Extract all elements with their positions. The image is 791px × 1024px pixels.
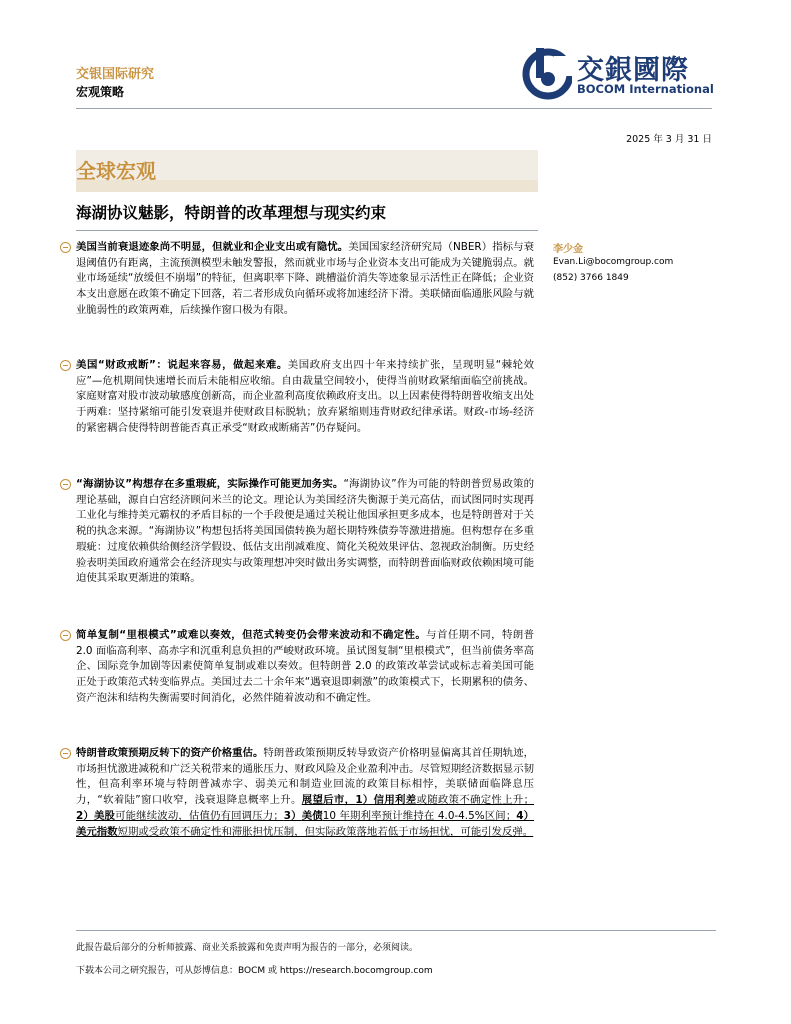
report-category: 全球宏观 <box>76 159 156 183</box>
paragraph-body: 美国政府支出四十年来持续扩张，呈现明显“棘轮效应”—危机期间快速增长而后未能相应收缩。自由裁量空间较小，使得当前财政紧缩面临空前挑战。家庭财富对股市波动敏感度创新高，而企业盈利高度依赖政府支出。以上因素使得特朗普收缩支出处于两难：坚持紧缩可能引发衰退并使财政目标脱轨；放弃紧缩则违背财政纪律承诺。财政-市场-经济的紧密耦合使得特朗普能否真正承受“财政戒断痛苦”仍存疑问。 <box>76 359 534 434</box>
bullet-icon <box>60 242 71 253</box>
footer-download-info: 下载本公司之研究报告，可从彭博信息：BOCM 或 https://research.bocomgroup.com <box>76 966 433 976</box>
outlook-text: 10 年期利率预计维持在 4.0-4.5%区间； <box>322 809 517 822</box>
bullet-icon <box>60 360 71 371</box>
outlook-index: 1） <box>355 794 374 807</box>
bullet-icon <box>60 479 71 490</box>
outlook-term: 美债 <box>301 809 323 822</box>
report-headline: 海湖协议魅影，特朗普的改革理想与现实约束 <box>76 204 387 222</box>
report-date: 2025 年 3 月 31 日 <box>626 134 712 145</box>
author-email[interactable]: Evan.Li@bocomgroup.com <box>553 257 674 267</box>
outlook-term: 美元指数 <box>76 825 118 838</box>
paragraph-body: 美国国家经济研究局（NBER）指标与衰退阈值仍有距离，主流预测模型未触发警报，然而就业市场与企业资本支出可能成为关键脆弱点。就业市场延续“放缓但不崩塌”的特征，但离职率下降、跳槽溢价消失等迹象显示活性正在降低；企业资本支出意愿在政策不确定下回落，若二者形成负向循环或将加速经济下滑。美联储面临通胀风险与就业脆弱性的政策两难，后续操作窗口极为有限。 <box>76 241 535 316</box>
author-name: 李少金 <box>553 244 583 255</box>
outlook-index: 2） <box>76 809 94 822</box>
paragraph-body: 特朗普政策预期反转导致资产价格明显偏离其首任期轨迹，市场担忧激进减税和广泛关税带来的通胀压力、财政风险及企业盈利冲击。尽管短期经济数据显示韧性，但高利率环境与特朗普减赤字、弱美元和制造业回流的政策目标相悖，美联储面临降息压力，“软着陆”窗口收窄，浅衰退降息概率上升。 <box>76 747 535 807</box>
summary-paragraph-3 <box>76 477 534 587</box>
outlook-text: 可能继续波动，估值仍有回调压力； <box>115 809 284 822</box>
header-divider <box>76 108 712 109</box>
research-org: 交银国际研究 <box>76 67 155 82</box>
logo-text-en: BOCOM International <box>577 82 714 96</box>
paragraph-lead: 简单复制“里根模式”或难以奏效，但范式转变仍会带来波动和不确定性。 <box>76 629 427 641</box>
outlook-index: 4） <box>516 809 535 822</box>
outlook-term: 信用利差 <box>373 794 417 807</box>
footer-disclaimer: 此报告最后部分的分析师披露、商业关系披露和免责声明为报告的一部分，必须阅读。 <box>76 943 419 953</box>
author-phone: (852) 3766 1849 <box>553 273 629 283</box>
footer-divider <box>76 930 716 931</box>
summary-paragraph-4 <box>76 628 534 707</box>
paragraph-body: 与首任期不同，特朗普 2.0 面临高利率、高赤字和沉重利息负担的严峻财政环境。虽试图复制“里根模式”，但当前债务率高企、国际竞争加剧等因素使简单复制或难以奏效。但特朗普 2.0 的政策改革尝试或标志着美国可能正处于政策范式转变临界点。美国过去二十余年来“遇衰退即刺激”的政策模式下，长期累积的债务、资产泡沫和结构失衡需要时间消化，必然伴随着波动和不确定性。 <box>76 629 535 704</box>
summary-paragraph-5 <box>76 746 534 840</box>
paragraph-lead: 美国当前衰退迹象尚不明显，但就业和企业支出或有隐忧。 <box>76 241 349 253</box>
outlook-text: 短期或受政策不确定性和滞胀担忧压制，但实际政策落地若低于市场担忧，可能引发反弹。 <box>117 825 534 838</box>
outlook-term: 美股 <box>93 809 116 822</box>
summary-paragraph-2 <box>76 358 534 437</box>
paragraph-lead: 特朗普政策预期反转下的资产价格重估。 <box>76 747 264 759</box>
paragraph-body: “海湖协议”作为可能的特朗普贸易政策的理论基础，源自白宫经济顾问米兰的论文。理论认为美国经济失衡源于美元高估，而试图同时实现再工业化与维持美元霸权的矛盾目标的一个手段便是通过关税让他国承担更多成本，也是特朗普对于关税的执念来源。“海湖协议”构想包括将美国国债转换为超长期特殊债券等激进措施。但构想存在多重瑕疵：过度依赖供给侧经济学假设、低估支出削减难度、简化关税效果评估、忽视政治制衡。历史经验表明美国政府通常会在经济现实与政策理想冲突时做出务实调整，而特朗普面临财政依赖困境可能迫使其采取更渐进的策略。 <box>76 478 534 585</box>
headline-divider <box>76 230 538 231</box>
outlook-text: 或随政策不确定性上升； <box>416 794 535 807</box>
outlook-index: 3） <box>283 809 302 822</box>
summary-paragraph-1 <box>76 240 534 319</box>
bocom-logo-icon <box>520 46 572 100</box>
paragraph-lead: 美国“财政戒断”：说起来容易，做起来难。 <box>76 359 288 371</box>
paragraph-lead: “海湖协议”构想存在多重瑕疵，实际操作可能更加务实。 <box>76 478 344 490</box>
bullet-icon <box>60 748 71 759</box>
logo-text-cn: 交銀國際 <box>577 55 689 86</box>
bullet-icon <box>60 630 71 641</box>
report-section: 宏观策略 <box>76 85 125 99</box>
outlook-label: 展望后市， <box>301 794 356 807</box>
